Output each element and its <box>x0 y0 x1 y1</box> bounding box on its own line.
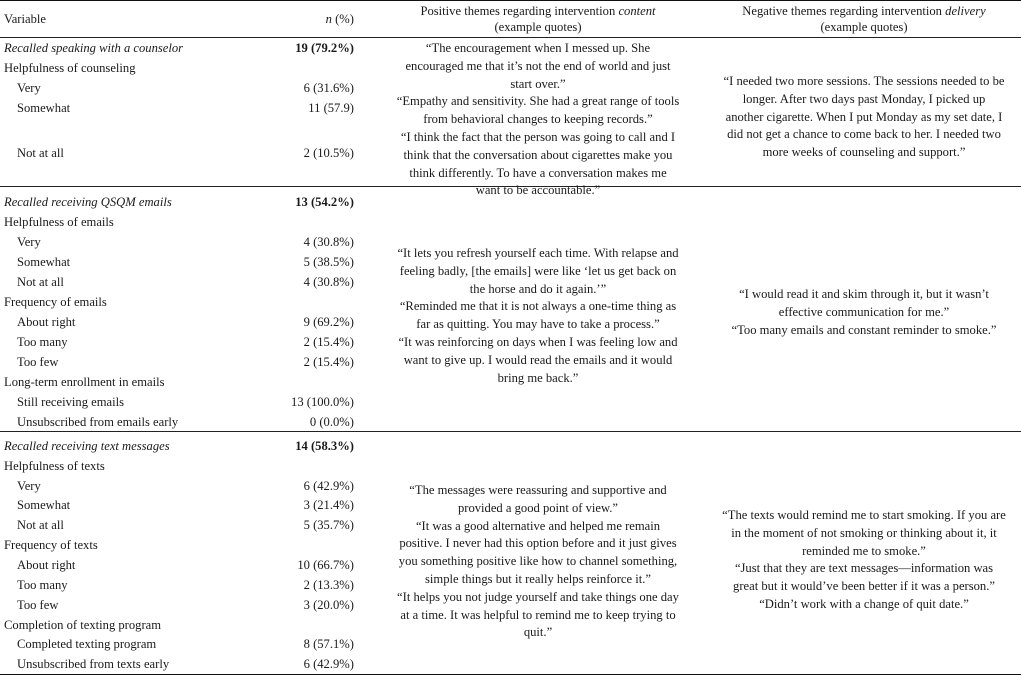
row-value: 3 (21.4%) <box>303 498 354 512</box>
row-label: Helpfulness of counseling <box>4 61 136 75</box>
row-label: Very <box>17 81 41 95</box>
row-label: Somewhat <box>17 498 71 512</box>
header-negative-themes: Negative themes regarding intervention delivery (example quotes) <box>742 4 986 34</box>
row-value: 2 (15.4%) <box>303 355 354 369</box>
row-label: Unsubscribed from texts early <box>17 657 170 671</box>
positive-quotes-texts: “The messages were reassuring and supportive and provided a good point of view.” “It was a good alternative and helped me remain positive. I never had this option before and it just gives you something positive like how to channel something, simple things but it really helps reinforce it.” “It helps you not judge yourself and take things one day at a time. It was helpful to remind me to keep trying to quit.” <box>397 483 679 640</box>
row-value: 2 (13.3%) <box>303 578 354 592</box>
row-label: Not at all <box>17 146 64 160</box>
section-n-texts: 14 (58.3%) <box>295 439 354 453</box>
row-label: Too few <box>17 355 59 369</box>
negative-quotes-emails: “I would read it and skim through it, but it wasn’t effective communication for me.” “Too many emails and constant reminder to smoke.” <box>731 287 997 337</box>
row-label: Very <box>17 479 41 493</box>
row-value: 6 (42.9%) <box>303 657 354 671</box>
section-title-emails: Recalled receiving QSQM emails <box>4 195 172 209</box>
row-label: Too many <box>17 335 68 349</box>
row-label: Unsubscribed from emails early <box>17 415 179 429</box>
row-value: 0 (0.0%) <box>309 415 354 429</box>
row-label: Long-term enrollment in emails <box>4 375 165 389</box>
row-value: 5 (35.7%) <box>303 518 354 532</box>
row-label: Too few <box>17 598 59 612</box>
row-label: Frequency of texts <box>4 538 98 552</box>
row-label: Completed texting program <box>17 637 157 651</box>
table-top-rule <box>0 0 1021 1</box>
row-value: 6 (42.9%) <box>303 479 354 493</box>
section-title-texts: Recalled receiving text messages <box>4 439 170 453</box>
row-label: Frequency of emails <box>4 295 107 309</box>
row-value: 4 (30.8%) <box>303 235 354 249</box>
row-label: Too many <box>17 578 68 592</box>
negative-quotes-texts: “The texts would remind me to start smoking. If you are in the moment of not smoking or thinking about it, it reminded me to smoke.” “Just that they are text messages—information was great but it would’ve been better if it was a person.” “Didn’t work with a change of quit date.” <box>722 508 1006 611</box>
row-label: Not at all <box>17 275 64 289</box>
positive-quotes-emails: “It lets you refresh yourself each time. With relapse and feeling badly, [the emails] were like ‘let us get back on the horse and do it again.’” “Reminded me that it is not always a one-time thing as far as quitting. You may have to take a process.” “It was reinforcing on days when I was feeling low and want to give up. I would read the emails and it would bring me back.” <box>397 246 679 385</box>
row-label: Helpfulness of texts <box>4 459 105 473</box>
header-variable: Variable <box>4 12 46 26</box>
positive-quotes-counselor: “The encouragement when I messed up. She encouraged me that it’s not the end of world and just start over.” “Empathy and sensitivity. She had a great range of tools from behavioral changes to keeping records.” “I think the fact that the person was going to call and I think that the conversation about cigarettes make you think differently. To have a conversation makes me want to be accountable.” <box>396 41 680 198</box>
row-value: 13 (100.0%) <box>291 395 354 409</box>
row-value: 9 (69.2%) <box>303 315 354 329</box>
row-label: About right <box>17 558 76 572</box>
row-value: 6 (31.6%) <box>303 81 354 95</box>
row-label: Completion of texting program <box>4 618 162 632</box>
row-label: Helpfulness of emails <box>4 215 114 229</box>
header-n-percent: n (%) <box>325 12 354 26</box>
row-label: Still receiving emails <box>17 395 125 409</box>
header-positive-themes: Positive themes regarding intervention content (example quotes) <box>420 4 656 34</box>
row-value: 2 (10.5%) <box>303 146 354 160</box>
row-label: Not at all <box>17 518 64 532</box>
negative-quotes-counselor: “I needed two more sessions. The sessions needed to be longer. After two days past Monday, I picked up another cigarette. When I put Monday as my set date, I did not get a chance to come back to her. I needed two more weeks of counseling and support.” <box>723 74 1005 160</box>
row-label: Somewhat <box>17 255 71 269</box>
row-label: About right <box>17 315 76 329</box>
row-value: 11 (57.9) <box>308 101 354 115</box>
section-title-counselor: Recalled speaking with a counselor <box>4 41 184 55</box>
section-n-counselor: 19 (79.2%) <box>295 41 354 55</box>
row-value: 2 (15.4%) <box>303 335 354 349</box>
row-value: 8 (57.1%) <box>303 637 354 651</box>
row-value: 10 (66.7%) <box>297 558 354 572</box>
row-label: Somewhat <box>17 101 71 115</box>
table-bottom-rule <box>0 674 1021 675</box>
section-n-emails: 13 (54.2%) <box>295 195 354 209</box>
row-label: Very <box>17 235 41 249</box>
row-value: 3 (20.0%) <box>303 598 354 612</box>
row-value: 5 (38.5%) <box>303 255 354 269</box>
row-value: 4 (30.8%) <box>303 275 354 289</box>
